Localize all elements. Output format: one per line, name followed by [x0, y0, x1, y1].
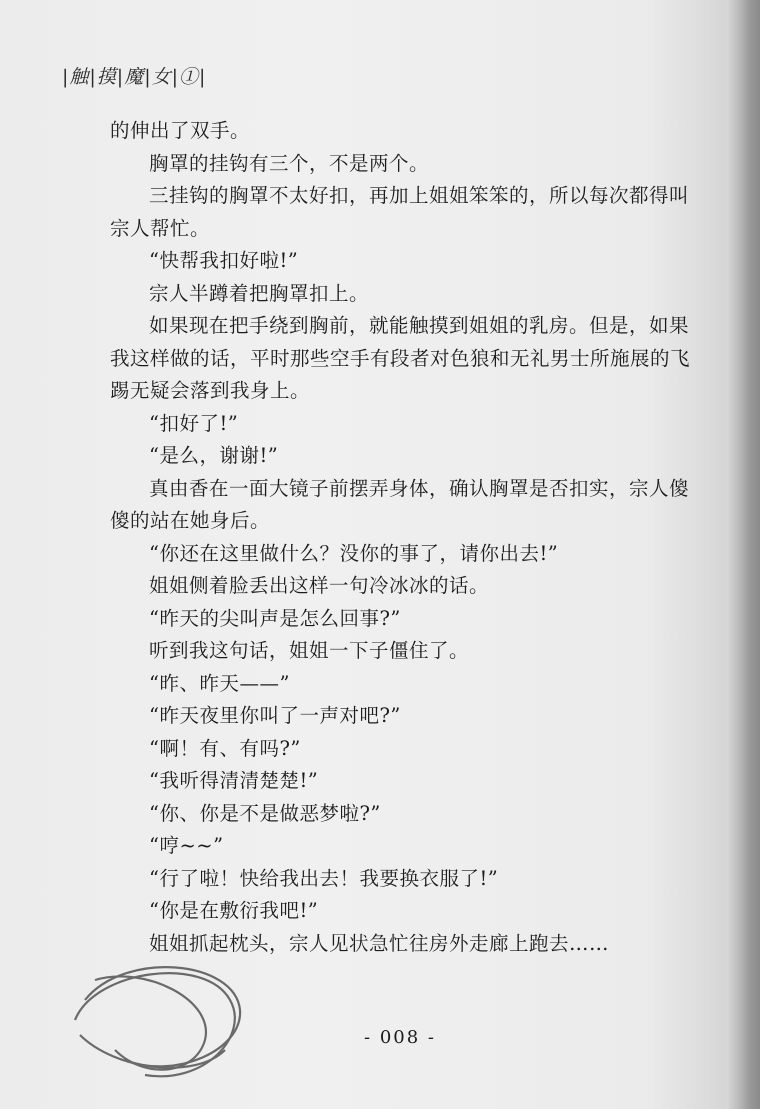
paragraph: “行了啦！快给我出去！我要换衣服了!”: [149, 866, 499, 890]
paragraph: “昨天夜里你叫了一声对吧?”: [149, 704, 401, 727]
paragraph: 胸罩的挂钩有三个，不是两个。: [149, 151, 430, 175]
paragraph: “啊！有、有吗?”: [149, 736, 301, 760]
paragraph: “昨、昨天——”: [149, 671, 290, 695]
paragraph: “你是在敷衍我吧!”: [149, 899, 319, 922]
orbit-swirl-icon: [55, 940, 255, 1090]
paragraph: “扣好了!”: [149, 411, 239, 435]
paragraph: 听到我这句话，姐姐一下子僵住了。: [149, 639, 470, 662]
paragraph: “快帮我扣好啦!”: [149, 249, 299, 272]
paragraph: “我听得清清楚楚!”: [149, 769, 319, 792]
page-edge-shadow: [726, 0, 760, 1109]
paragraph: “是么，谢谢!”: [149, 444, 279, 467]
paragraph: “哼~~”: [149, 834, 224, 857]
paragraph: 的伸出了双手。: [110, 119, 251, 142]
paragraph: “你还在这里做什么？没你的事了，请你出去!”: [149, 541, 559, 565]
paragraph: 姐姐侧着脸丢出这样一句冷冰冰的话。: [149, 574, 490, 597]
paragraph: “昨天的尖叫声是怎么回事?”: [149, 606, 401, 630]
paragraph: 姐姐抓起枕头，宗人见状急忙往房外走廊上跑去……: [149, 931, 610, 955]
series-header: |触|摸|魔|女|①|: [62, 66, 207, 88]
paragraph: 三挂钩的胸罩不太好扣，再加上姐姐笨笨的，所以每次都得叫宗人帮忙。: [110, 184, 690, 240]
paragraph: 如果现在把手绕到胸前，就能触摸到姐姐的乳房。但是，如果我这样做的话，平时那些空手有段者对色狼和无礼男士所施展的飞踢无疑会落到我身上。: [110, 314, 691, 402]
body-text: [110, 115, 690, 960]
paragraph: “你、你是不是做恶梦啦?”: [149, 801, 381, 825]
paragraph: 真由香在一面大镜子前摆弄身体，确认胸罩是否扣实，宗人傻傻的站在她身后。: [110, 476, 690, 532]
paragraph: 宗人半蹲着把胸罩扣上。: [149, 281, 370, 305]
page-number: - 008 -: [364, 1027, 436, 1048]
